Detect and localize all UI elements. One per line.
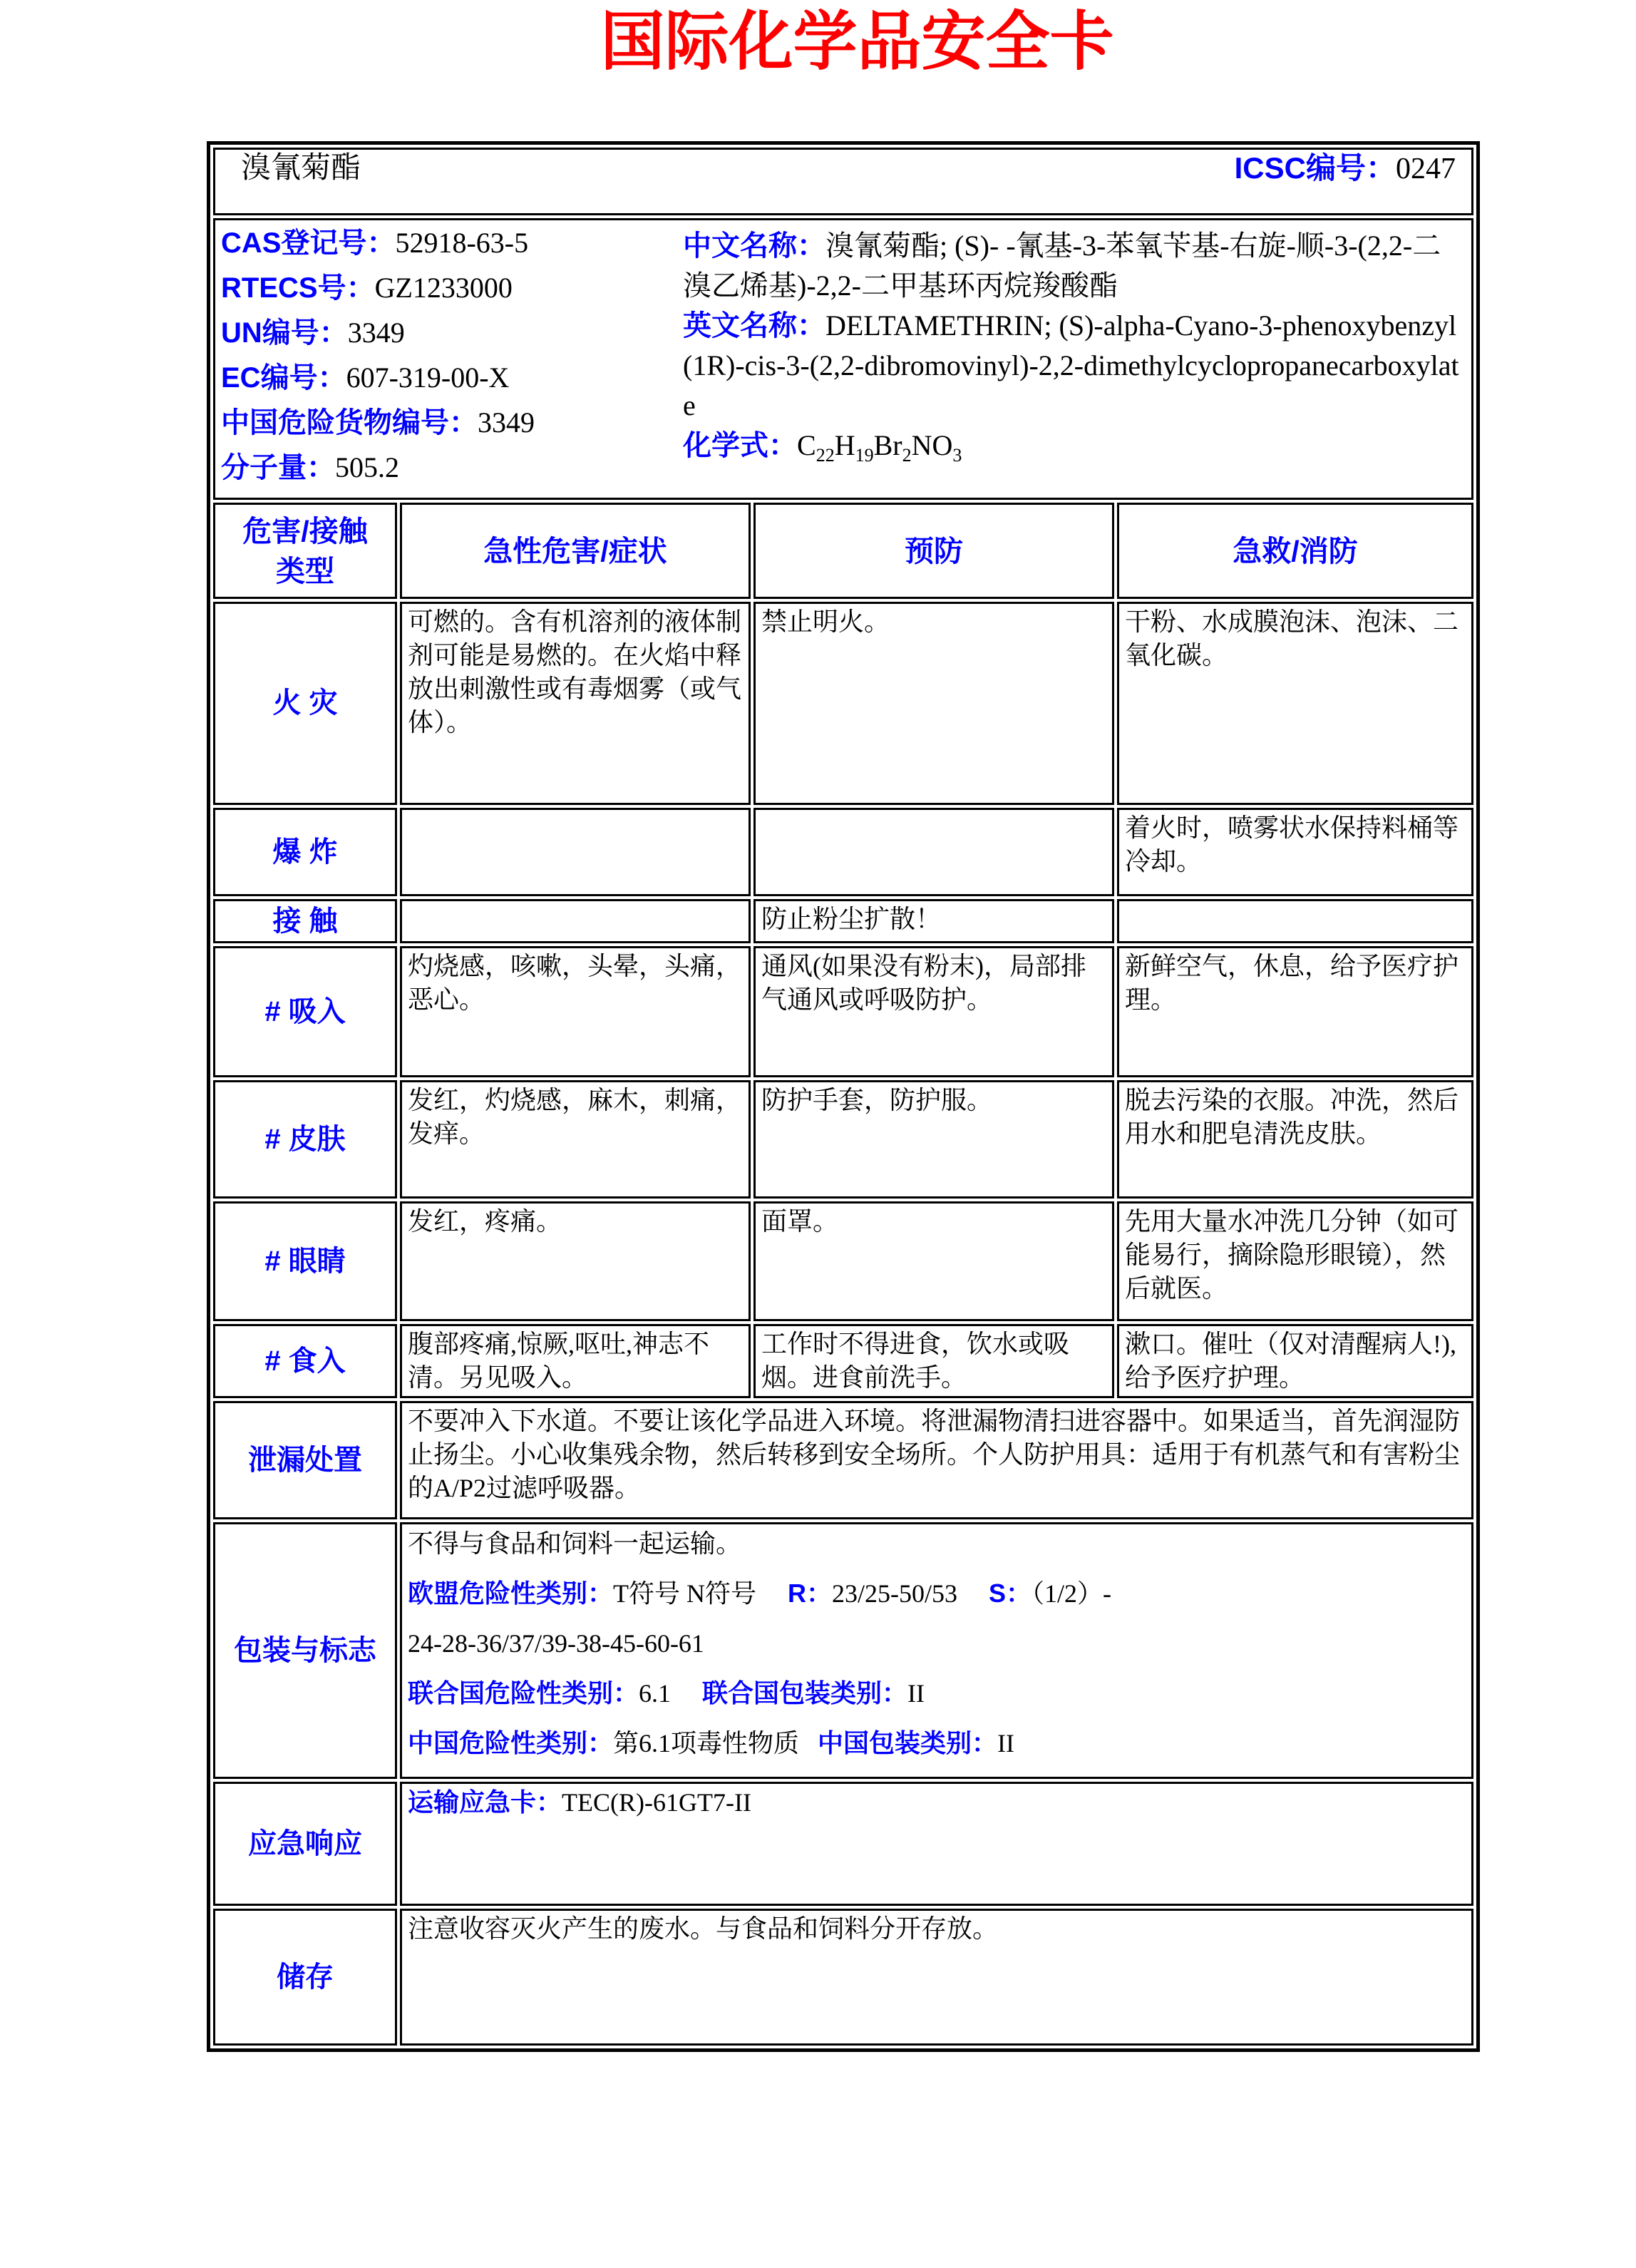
contact-prevention: 防止粉尘扩散！ (753, 899, 1114, 943)
explosion-symptoms (400, 808, 751, 896)
row-label-eyes: # 眼睛 (213, 1201, 397, 1321)
chinese-name: 中文名称：溴氰菊酯; (S)- -氰基-3-苯氧苄基-右旋-顺-3-(2,2-二溴乙烯基)-2,2-二甲基环丙烷羧酸酯 (683, 230, 1441, 302)
fire-prevention: 禁止明火。 (753, 602, 1114, 805)
hazard-row-skin (213, 1080, 1473, 1199)
card-header-cell (213, 148, 1473, 215)
explosion-prevention (753, 808, 1114, 896)
section-row-spill (213, 1401, 1473, 1519)
ingestion-first-aid: 漱口。催吐（仅对清醒病人!),给予医疗护理。 (1117, 1324, 1473, 1398)
packing-eu-class: 欧盟危险性类别：T符号 N符号 R：23/25-50/53 S：（1/2）- (408, 1579, 1112, 1608)
section-row-emergency (213, 1782, 1473, 1906)
contact-first-aid (1117, 899, 1473, 943)
page-title: 国际化学品安全卡 (600, 6, 1114, 78)
row-label-explosion: 爆 炸 (213, 808, 397, 896)
row-label-fire: 火 灾 (213, 602, 397, 805)
hazard-row-ingestion (213, 1324, 1473, 1398)
safety-card (207, 141, 1480, 2052)
eyes-first-aid: 先用大量水冲洗几分钟（如可能易行，摘除隐形眼镜），然后就医。 (1117, 1201, 1473, 1321)
skin-prevention: 防护手套，防护服。 (753, 1080, 1114, 1199)
inhalation-symptoms: 灼烧感，咳嗽，头晕，头痛，恶心。 (400, 946, 751, 1077)
identity-row (213, 218, 1473, 500)
identifier-china-dg: 中国危险货物编号：3349 (221, 406, 535, 438)
packing-transport-note: 不得与食品和饲料一起运输。 (408, 1529, 742, 1558)
hazard-row-eyes (213, 1201, 1473, 1321)
spill-content: 不要冲入下水道。不要让该化学品进入环境。将泄漏物清扫进容器中。如果适当，首先润湿防止扬尘。小心收集残余物，然后转移到安全场所。个人防护用具：适用于有机蒸气和有害粉尘的A/P2过滤呼吸器。 (400, 1401, 1473, 1519)
identifier-un: UN编号：3349 (221, 317, 405, 349)
row-label-emergency: 应急响应 (213, 1782, 397, 1906)
packing-cn-class: 中国危险性类别：第6.1项毒性物质 中国包装类别：II (408, 1728, 1015, 1758)
identifier-rtecs: RTECS号：GZ1233000 (221, 272, 513, 304)
row-label-ingestion: # 食入 (213, 1324, 397, 1398)
icsc-table (207, 141, 1480, 2052)
row-label-skin: # 皮肤 (213, 1080, 397, 1199)
explosion-first-aid: 着火时，喷雾状水保持料桶等冷却。 (1117, 808, 1473, 896)
identity-cell (213, 218, 1473, 500)
identifier-mol-weight: 分子量：505.2 (221, 451, 399, 483)
packing-content (400, 1522, 1473, 1779)
row-label-storage: 储存 (213, 1909, 397, 2046)
row-label-inhalation: # 吸入 (213, 946, 397, 1077)
ingestion-symptoms: 腹部疼痛,惊厥,呕吐,神志不清。另见吸入。 (400, 1324, 751, 1398)
section-row-packing (213, 1522, 1473, 1779)
identifier-ec: EC编号：607-319-00-X (221, 361, 510, 394)
header-symptoms: 急性危害/症状 (400, 503, 751, 599)
inhalation-first-aid: 新鲜空气，休息，给予医疗护理。 (1117, 946, 1473, 1077)
name-block (683, 222, 1466, 496)
chemical-formula: 化学式：$C_{22}H_{19}Br_2NO_3$ (683, 429, 962, 466)
storage-content: 注意收容灭火产生的废水。与食品和饲料分开存放。 (400, 1909, 1473, 2046)
eyes-prevention: 面罩。 (753, 1201, 1114, 1321)
header-first-aid: 急救/消防 (1117, 503, 1473, 599)
header-hazard-type: 危害/接触 类型 (213, 503, 397, 599)
emergency-content: 运输应急卡：TEC(R)-61GT7-II (400, 1782, 1473, 1906)
hazard-row-inhalation (213, 946, 1473, 1077)
row-label-packing: 包装与标志 (213, 1522, 397, 1779)
row-label-spill: 泄漏处置 (213, 1401, 397, 1519)
contact-symptoms (400, 899, 751, 943)
packing-un-class: 联合国危险性类别：6.1 联合国包装类别：II (408, 1678, 925, 1708)
identifier-list (221, 222, 683, 496)
section-row-storage (213, 1909, 1473, 2046)
hazard-row-contact (213, 899, 1473, 943)
row-label-contact: 接 触 (213, 899, 397, 943)
english-name: 英文名称：DELTAMETHRIN; (S)-alpha-Cyano-3-phenoxybenzyl (1R)-cis-3-(2,2-dibromovinyl)-2,2-dimethylcyclopropanecarboxylate (683, 309, 1459, 421)
substance-name: 溴氰菊酯 (241, 152, 361, 185)
skin-first-aid: 脱去污染的衣服。冲洗，然后用水和肥皂清洗皮肤。 (1117, 1080, 1473, 1199)
packing-s-continued: 24-28-36/37/39-38-45-60-61 (408, 1629, 704, 1658)
hazard-header-row (213, 503, 1473, 599)
header-prevention: 预防 (753, 503, 1114, 599)
hazard-row-fire (213, 602, 1473, 805)
skin-symptoms: 发红，灼烧感，麻木，刺痛，发痒。 (400, 1080, 751, 1199)
ingestion-prevention: 工作时不得进食，饮水或吸烟。进食前洗手。 (753, 1324, 1114, 1398)
inhalation-prevention: 通风(如果没有粉末)，局部排气通风或呼吸防护。 (753, 946, 1114, 1077)
icsc-number-value: 0247 (1396, 153, 1456, 185)
eyes-symptoms: 发红，疼痛。 (400, 1201, 751, 1321)
hazard-row-explosion (213, 808, 1473, 896)
icsc-number (1235, 151, 1466, 186)
identifier-cas: CAS登记号：52918-63-5 (221, 227, 529, 259)
fire-symptoms: 可燃的。含有机溶剂的液体制剂可能是易燃的。在火焰中释放出刺激性或有毒烟雾（或气体）。 (400, 602, 751, 805)
icsc-number-label: ICSC编号： (1234, 151, 1396, 185)
fire-first-aid: 干粉、水成膜泡沫、泡沫、二氧化碳。 (1117, 602, 1473, 805)
card-header-row (213, 148, 1473, 215)
